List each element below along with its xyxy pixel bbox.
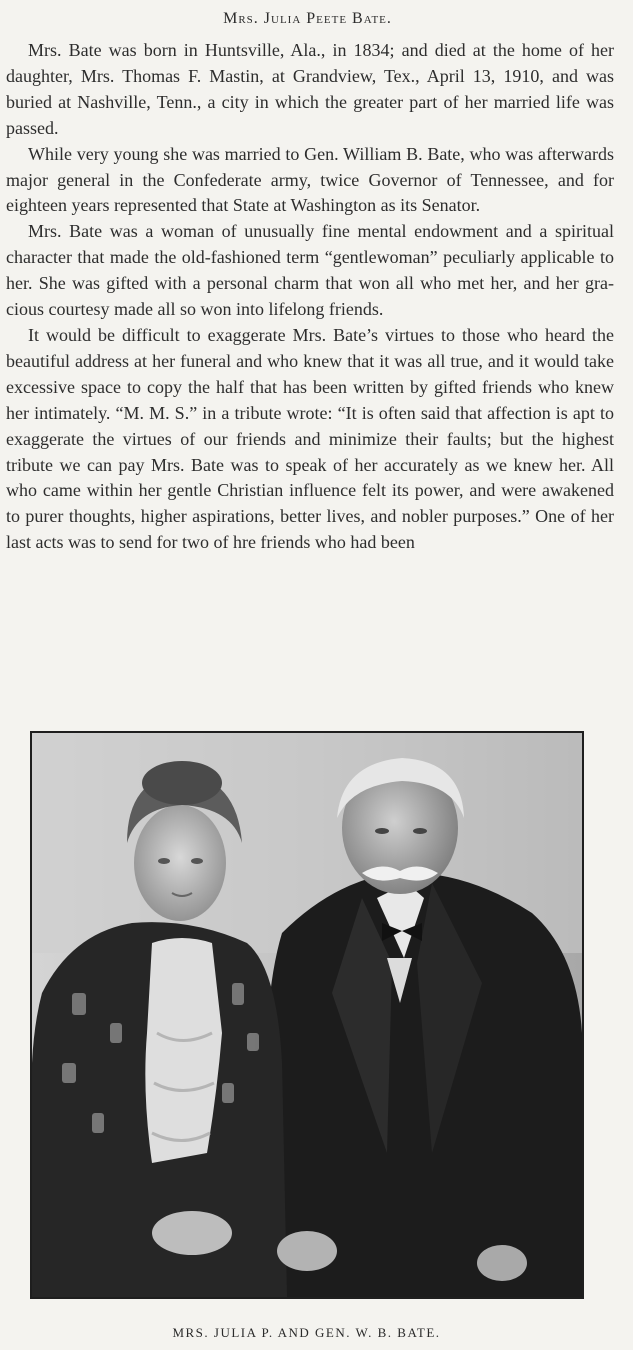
article-paragraph-1: Mrs. Bate was born in Huntsville, Ala., in 1834; and died at the home of her daughter, Mrs. Thomas F. Mastin, at Grandview, Tex., April 13, 1910, and was buried at Nashville, Tenn., a city in which the greater part of her married life was passed. bbox=[6, 40, 614, 138]
portrait-photograph bbox=[30, 731, 584, 1299]
article-paragraph-3: Mrs. Bate was a woman of unusually fine mental endowment and a spiritual character that made the old-fashioned term “gentlewoman” peculiarly applicable to her. She was gifted with a personal charm that won all who met her, and her gracious courtesy made all so won into lifelong friends. bbox=[6, 221, 614, 320]
portrait-illustration bbox=[32, 733, 582, 1297]
article-title: Mrs. Julia Peete Bate. bbox=[223, 10, 392, 27]
article-paragraph-4: It would be difficult to exaggerate Mrs. Bate’s virtues to those who heard the beautiful address at her funeral and who knew that it was all true, and it would take excessive space to copy the half that has been written by gifted friends who knew her intimately. “M. M. S.” in a tribute wrote: “It is often said that affection is apt to exaggerate the virtues of our friends and minimize their faults; but the highest tribute we can pay Mrs. Bate was to speak of her accurately as we knew her. All who came within her gentle Christian influence felt its power, and were awakened to purer thoughts, higher aspirations, better lives, and nobler purposes.” One of her last acts was to send for two of hre friends who had been bbox=[6, 324, 614, 553]
article-paragraph-2: While very young she was married to Gen. William B. Bate, who was afterwards major general in the Confederate army, twice Governor of Tennessee, and for eighteen years represented that State at Washington as its Senator. bbox=[6, 143, 614, 216]
photo-caption: MRS. JULIA P. AND GEN. W. B. BATE. bbox=[172, 1325, 441, 1340]
article-body bbox=[6, 38, 614, 556]
